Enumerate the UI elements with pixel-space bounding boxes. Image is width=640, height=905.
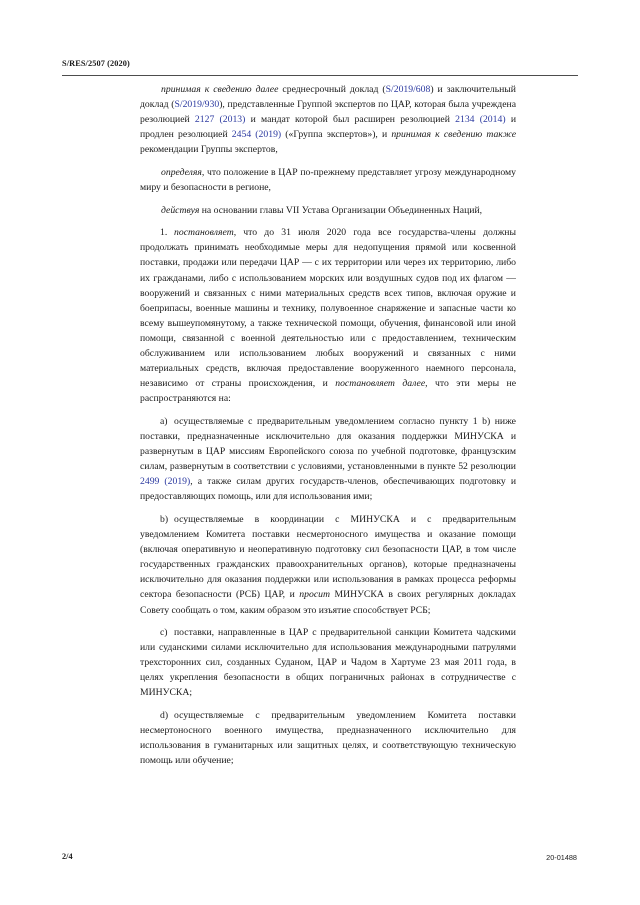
paragraph-item-a: [140, 414, 516, 505]
page-number: 2/4: [62, 852, 73, 861]
document-reference-link[interactable]: 2454 (2019): [231, 129, 282, 141]
paragraph-number: c): [160, 627, 168, 639]
paragraph-item-d: [140, 708, 516, 768]
document-reference-link[interactable]: 2134 (2014): [455, 114, 506, 126]
document-reference-link[interactable]: S/2019/608: [385, 84, 431, 95]
emphasis-text: действуя: [161, 204, 200, 216]
body-text: , что положение в ЦАР по-прежнему представляет угрозу международному миру и безопасности в регионе,: [140, 166, 516, 194]
emphasis-text: определяя: [161, 166, 202, 178]
body-text: и мандат которой был расширен резолюцией: [245, 114, 456, 126]
paragraph-number: b): [160, 513, 169, 525]
body-text: поставки, направленные в ЦАР с предварительной санкции Комитета чадскими или суданскими силами исключительно для использования международными патрулями трехсторонних сил, созданных Суданом, ЦАР и Чадом в Хартуме 23 мая 2011 года, в целях укрепления безопасности в общих пограничных районах в сотрудничестве с МИНУСКА;: [140, 627, 516, 699]
paragraph-operative-1: [140, 225, 516, 406]
paragraph-preamble-determining: [140, 165, 516, 195]
body-text: , что эти меры не распространяются на:: [140, 378, 516, 405]
emphasis-text: постановляет далее: [335, 378, 426, 390]
document-reference-link[interactable]: S/2019/930: [174, 99, 220, 111]
paragraph-number: a): [160, 415, 168, 427]
paragraph-item-b: [140, 512, 516, 618]
body-text: осуществляемые в координации с МИНУСКА и с предварительным уведомлением Комитета поставки несмертоносного имущества и оказание помощи (включая оперативную и неоперативную подготовку сил безопасности ЦАР, в том числе государственных гражданских правоохранительных органов), которые предназначены исключительно для оказания поддержки или использования в рамках процесса реформы сектора безопасности (РСБ) ЦАР, и: [140, 513, 516, 601]
body-text: («Группа экспертов»), и: [281, 129, 392, 141]
paragraph-number: d): [160, 710, 169, 722]
body-text: осуществляемые с предварительным уведомлением Комитета поставки несмертоносного военного имущества, предназначенного исключительно для использования в гуманитарных или защитных целях, и соответствующую техническую помощь или обучение;: [140, 710, 516, 767]
body-text: МИНУСКА в своих регулярных докладах Совету сообщать о том, каким образом это изъятие способствует РСБ;: [140, 589, 517, 616]
header-divider: [62, 75, 578, 76]
document-reference-link[interactable]: 2499 (2019): [140, 476, 191, 488]
job-number: 20-01488: [546, 853, 577, 862]
body-text: и продлен резолюцией: [140, 114, 517, 141]
body-text: рекомендации Группы экспертов,: [140, 144, 278, 156]
body-text: ) и заключительный доклад (: [140, 84, 516, 111]
emphasis-text: принимая к сведению далее: [161, 84, 279, 95]
body-text: , а также силам других государств-членов, обеспечивающих подготовку и предоставляющих помощь, или для использования ими;: [140, 476, 517, 503]
document-symbol: S/RES/2507 (2020): [62, 59, 130, 68]
paragraph-item-c: [140, 625, 516, 700]
body-text: , что до 31 июля 2020 года все государства-члены должны продолжать принимать необходимые меры для недопущения прямой или косвенной поставки, продажи или передачи ЦАР — с их территории или через их территорию, либо их гражданами, либо с использованием морских или воздушных судов под их флагом — вооружений и связанных с ними материальных средств всех типов, включая оружие и боеприпасы, военные машины и технику, полувоенное снаряжение и запасные части ко всему вышеупомянутому, а также технической помощи, обучения, финансовой или иной помощи, связанной с военной деятельностью или с предоставлением, техническим обслуживанием или использованием любых вооружений и связанных с ними материальных средств, включая предоставление вооруженного наемного персонала, независимо от страны происхождения, и: [140, 227, 516, 390]
paragraph-preamble-acting: [140, 203, 516, 218]
emphasis-text: постановляет: [174, 227, 234, 239]
document-body: [140, 82, 516, 768]
paragraph-number: 1.: [160, 227, 168, 239]
body-text: среднесрочный доклад (: [278, 84, 386, 95]
emphasis-text: принимая к сведению также: [391, 129, 517, 141]
paragraph-preamble-noting: [140, 82, 516, 157]
body-text: на основании главы VII Устава Организации Объединенных Наций,: [199, 204, 483, 216]
document-reference-link[interactable]: 2127 (2013): [194, 114, 246, 126]
emphasis-text: просит: [299, 589, 330, 601]
body-text: ), представленные Группой экспертов по ЦАР, которая была учреждена резолюцией: [140, 99, 516, 126]
body-text: осуществляемые с предварительным уведомлением согласно пункту 1 b) ниже поставки, предназначенные исключительно для оказания поддержки МИНУСКА и развернутым в ЦАР миссиям Европейского союза по учебной подготовке, французским силам, развернутым в соответствии с условиями, установленными в пункте 52 резолюции: [140, 415, 516, 473]
